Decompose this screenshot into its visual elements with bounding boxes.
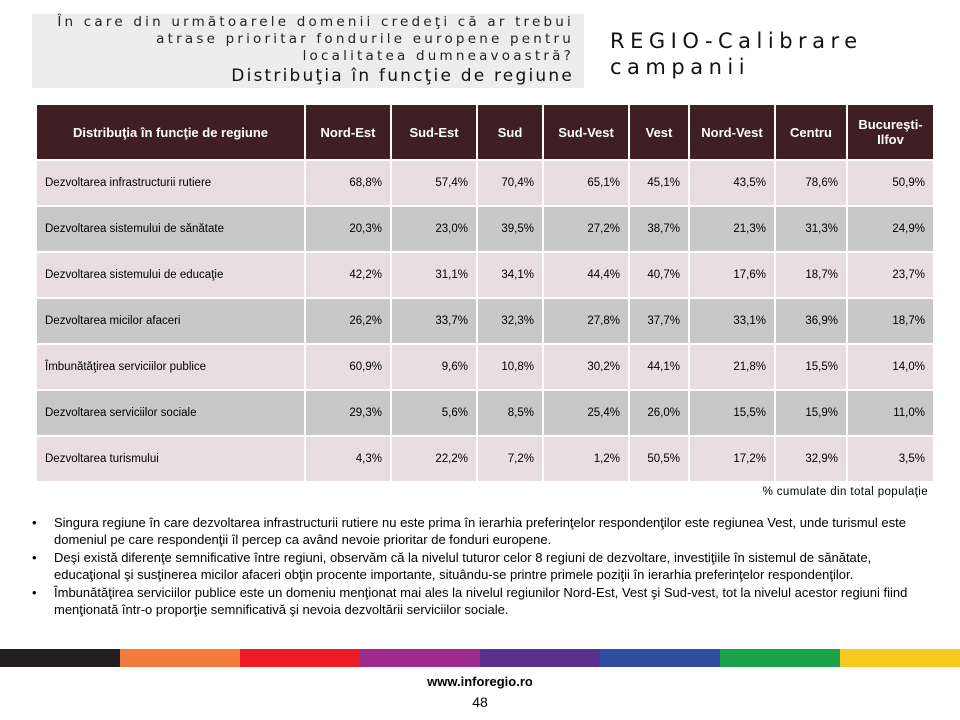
table-row bbox=[37, 206, 933, 252]
bullet-list bbox=[32, 514, 932, 619]
table-row bbox=[37, 344, 933, 390]
table-header-row bbox=[37, 105, 933, 160]
question-box bbox=[32, 14, 584, 88]
color-band-segment bbox=[120, 649, 240, 667]
color-band-segment bbox=[720, 649, 840, 667]
domain-cell: Dezvoltarea serviciilor sociale bbox=[37, 390, 305, 436]
page-number: 48 bbox=[472, 694, 488, 710]
table-row bbox=[37, 390, 933, 436]
slide-title: REGIO-Calibrare campanii bbox=[610, 29, 863, 79]
value-cell: 4,3% bbox=[305, 436, 391, 481]
domain-cell: Dezvoltarea micilor afaceri bbox=[37, 298, 305, 344]
column-header-domain: Distribuţia în funcţie de regiune bbox=[37, 105, 305, 160]
regional-distribution-table bbox=[37, 105, 933, 481]
column-header-region: Sud bbox=[477, 105, 543, 160]
value-cell: 37,7% bbox=[629, 298, 689, 344]
value-cell: 15,5% bbox=[689, 390, 775, 436]
value-cell: 38,7% bbox=[629, 206, 689, 252]
value-cell: 23,0% bbox=[391, 206, 477, 252]
value-cell: 31,3% bbox=[775, 206, 847, 252]
color-band-segment bbox=[600, 649, 720, 667]
value-cell: 20,3% bbox=[305, 206, 391, 252]
column-header-region: Sud-Est bbox=[391, 105, 477, 160]
value-cell: 15,5% bbox=[775, 344, 847, 390]
value-cell: 45,1% bbox=[629, 160, 689, 206]
value-cell: 40,7% bbox=[629, 252, 689, 298]
value-cell: 24,9% bbox=[847, 206, 933, 252]
value-cell: 15,9% bbox=[775, 390, 847, 436]
value-cell: 22,2% bbox=[391, 436, 477, 481]
value-cell: 27,8% bbox=[543, 298, 629, 344]
value-cell: 11,0% bbox=[847, 390, 933, 436]
value-cell: 34,1% bbox=[477, 252, 543, 298]
bullet-item bbox=[32, 514, 932, 548]
value-cell: 70,4% bbox=[477, 160, 543, 206]
value-cell: 18,7% bbox=[847, 298, 933, 344]
value-cell: 9,6% bbox=[391, 344, 477, 390]
bullet-text: Singura regiune în care dezvoltarea infrastructurii rutiere nu este prima în ierarhia preferinţelor respondenţilor este regiunea Vest, unde turismul este domeniul pe care respondenţii îl percep ca având nevoie prioritar de fonduri europene. bbox=[54, 515, 906, 547]
table-row bbox=[37, 436, 933, 481]
value-cell: 3,5% bbox=[847, 436, 933, 481]
column-header-region: Centru bbox=[775, 105, 847, 160]
value-cell: 21,3% bbox=[689, 206, 775, 252]
table-row bbox=[37, 160, 933, 206]
bullet-dot-icon: • bbox=[32, 550, 37, 565]
value-cell: 44,4% bbox=[543, 252, 629, 298]
column-header-region: Sud-Vest bbox=[543, 105, 629, 160]
site-url: www.inforegio.ro bbox=[427, 674, 533, 689]
value-cell: 32,9% bbox=[775, 436, 847, 481]
domain-cell: Îmbunătăţirea serviciilor publice bbox=[37, 344, 305, 390]
column-header-region: Vest bbox=[629, 105, 689, 160]
value-cell: 57,4% bbox=[391, 160, 477, 206]
value-cell: 5,6% bbox=[391, 390, 477, 436]
value-cell: 23,7% bbox=[847, 252, 933, 298]
value-cell: 27,2% bbox=[543, 206, 629, 252]
value-cell: 26,0% bbox=[629, 390, 689, 436]
value-cell: 14,0% bbox=[847, 344, 933, 390]
domain-cell: Dezvoltarea infrastructurii rutiere bbox=[37, 160, 305, 206]
value-cell: 39,5% bbox=[477, 206, 543, 252]
table-row bbox=[37, 298, 933, 344]
value-cell: 25,4% bbox=[543, 390, 629, 436]
color-band-segment bbox=[480, 649, 600, 667]
table-note: % cumulate din total populaţie bbox=[762, 486, 928, 498]
value-cell: 18,7% bbox=[775, 252, 847, 298]
survey-question: În care din următoarele domenii credeţi că ar trebui atrase prioritar fondurile europene pentru localitatea dumneavoastră? bbox=[57, 14, 574, 64]
bullet-text: Deşi există diferenţe semnificative între regiuni, observăm că la nivelul tuturor celor 8 regiuni de dezvoltare, investiţiile în sistemul de sănătate, educaţional şi susţinerea micilor afaceri obţin procente importante, situându-se printre primele poziţii în ierarhia preferinţelor respondenţilor. bbox=[54, 550, 872, 582]
value-cell: 42,2% bbox=[305, 252, 391, 298]
bullet-dot-icon: • bbox=[32, 515, 37, 530]
value-cell: 33,7% bbox=[391, 298, 477, 344]
value-cell: 17,2% bbox=[689, 436, 775, 481]
bullet-item bbox=[32, 549, 932, 583]
value-cell: 50,9% bbox=[847, 160, 933, 206]
color-band-segment bbox=[0, 649, 120, 667]
table-body bbox=[37, 160, 933, 481]
color-band-segment bbox=[840, 649, 960, 667]
value-cell: 32,3% bbox=[477, 298, 543, 344]
value-cell: 31,1% bbox=[391, 252, 477, 298]
question-subtitle: Distribuţia în funcţie de regiune bbox=[231, 66, 574, 86]
bullet-text: Îmbunătăţirea serviciilor publice este un domeniu menţionat mai ales la nivelul regiunilor Nord-Est, Vest şi Sud-vest, tot la nivelul acestor regiuni fiind menţionată într-o proporţie semnificativă şi nevoia dezvoltării serviciilor sociale. bbox=[54, 585, 908, 617]
domain-cell: Dezvoltarea turismului bbox=[37, 436, 305, 481]
table-row bbox=[37, 252, 933, 298]
value-cell: 36,9% bbox=[775, 298, 847, 344]
value-cell: 43,5% bbox=[689, 160, 775, 206]
value-cell: 8,5% bbox=[477, 390, 543, 436]
value-cell: 1,2% bbox=[543, 436, 629, 481]
column-header-region: Bucureşti-Ilfov bbox=[847, 105, 933, 160]
value-cell: 26,2% bbox=[305, 298, 391, 344]
value-cell: 65,1% bbox=[543, 160, 629, 206]
value-cell: 30,2% bbox=[543, 344, 629, 390]
value-cell: 33,1% bbox=[689, 298, 775, 344]
color-band bbox=[0, 649, 960, 667]
value-cell: 21,8% bbox=[689, 344, 775, 390]
domain-cell: Dezvoltarea sistemului de educaţie bbox=[37, 252, 305, 298]
bullet-item bbox=[32, 584, 932, 618]
value-cell: 44,1% bbox=[629, 344, 689, 390]
value-cell: 29,3% bbox=[305, 390, 391, 436]
bullet-dot-icon: • bbox=[32, 585, 37, 600]
column-header-region: Nord-Vest bbox=[689, 105, 775, 160]
color-band-segment bbox=[360, 649, 480, 667]
value-cell: 17,6% bbox=[689, 252, 775, 298]
color-band-segment bbox=[240, 649, 360, 667]
column-header-region: Nord-Est bbox=[305, 105, 391, 160]
value-cell: 10,8% bbox=[477, 344, 543, 390]
value-cell: 68,8% bbox=[305, 160, 391, 206]
value-cell: 50,5% bbox=[629, 436, 689, 481]
value-cell: 78,6% bbox=[775, 160, 847, 206]
value-cell: 7,2% bbox=[477, 436, 543, 481]
domain-cell: Dezvoltarea sistemului de sănătate bbox=[37, 206, 305, 252]
value-cell: 60,9% bbox=[305, 344, 391, 390]
